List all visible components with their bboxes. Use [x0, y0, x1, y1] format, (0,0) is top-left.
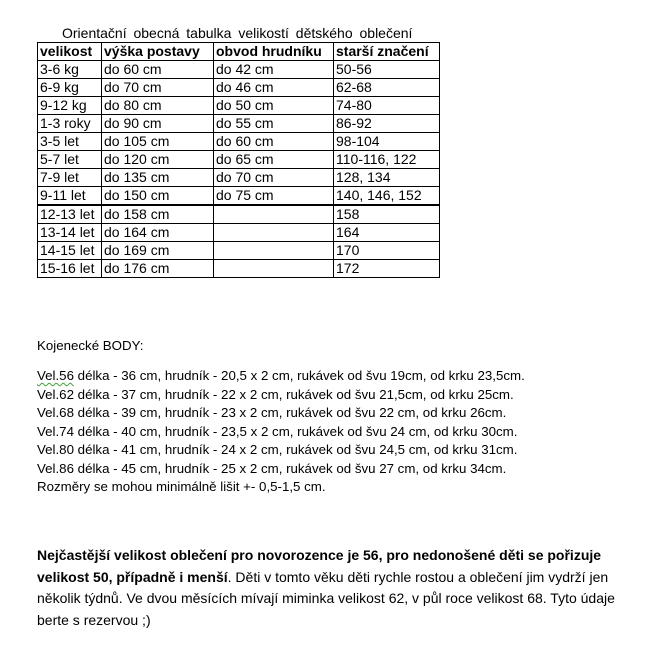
tolerance-note: Rozměry se mohou minimálně lišit +- 0,5-1,5 cm. [37, 479, 326, 494]
measurement-text: délka - 45 cm, hrudník - 25 x 2 cm, rukávek od švu 27 cm, od krku 34cm. [73, 460, 507, 476]
table-row [38, 224, 440, 242]
table-header-row [38, 43, 440, 61]
cell-height: do 60 cm [102, 61, 214, 79]
cell-height: do 158 cm [102, 205, 214, 224]
cell-old-label: 98-104 [334, 133, 440, 151]
cell-height: do 164 cm [102, 224, 214, 242]
cell-chest: do 55 cm [214, 115, 334, 133]
body-measurement-line [37, 367, 525, 386]
cell-size: 14-15 let [38, 242, 102, 260]
size-prefix: Vel.62 [37, 386, 74, 402]
cell-size: 3-6 kg [38, 61, 102, 79]
cell-chest: do 75 cm [214, 187, 334, 206]
measurement-text: délka - 37 cm, hrudník - 22 x 2 cm, rukávek od švu 21,5cm, od krku 25cm. [73, 386, 514, 402]
cell-old-label: 110-116, 122 [334, 151, 440, 169]
table-title: Orientační obecná tabulka velikostí dětského oblečení [62, 25, 413, 41]
cell-size: 9-11 let [38, 187, 102, 206]
cell-old-label: 128, 134 [334, 169, 440, 187]
cell-old-label: 140, 146, 152 [334, 187, 440, 206]
cell-size: 5-7 let [38, 151, 102, 169]
cell-chest [214, 242, 334, 260]
size-prefix: Vel.80 [37, 442, 74, 457]
paragraph-rest: . Děti v tomto věku děti rychle rostou a oblečení jim vydrží jen několik týdnů. Ve dvou měsících mívají miminka velikost 62, v půl roce velikost 68. Tyto údaje berte s rezervou ;) [37, 568, 615, 628]
table-row [38, 187, 440, 206]
cell-height: do 176 cm [102, 260, 214, 278]
cell-old-label: 62-68 [334, 79, 440, 97]
size-table [37, 42, 440, 278]
table-row [38, 79, 440, 97]
table-row [38, 115, 440, 133]
cell-chest: do 46 cm [214, 79, 334, 97]
cell-size: 7-9 let [38, 169, 102, 187]
header-vyska-postavy: výška postavy [102, 43, 214, 61]
cell-chest: do 60 cm [214, 133, 334, 151]
cell-height: do 105 cm [102, 133, 214, 151]
table-row [38, 97, 440, 115]
newborn-size-paragraph [37, 545, 637, 631]
body-measurement-line [37, 423, 525, 442]
size-prefix: Vel.86 [37, 460, 74, 476]
table-row [38, 242, 440, 260]
cell-old-label: 50-56 [334, 61, 440, 79]
cell-height: do 169 cm [102, 242, 214, 260]
cell-old-label: 164 [334, 224, 440, 242]
size-prefix: Vel.74 [37, 423, 74, 439]
size-prefix: Vel.68 [37, 405, 74, 420]
header-velikost: velikost [38, 43, 102, 61]
cell-old-label: 74-80 [334, 97, 440, 115]
cell-size: 13-14 let [38, 224, 102, 242]
cell-size: 9-12 kg [38, 97, 102, 115]
bold-statement: Nejčastější velikost oblečení pro novorozence je 56, pro nedonošené děti se pořizuje velikost 50, případně i menší [37, 547, 602, 585]
table-row [38, 169, 440, 187]
body-measurement-line [37, 404, 525, 423]
measurement-text: délka - 40 cm, hrudník - 23,5 x 2 cm, rukávek od švu 24 cm, od krku 30cm. [73, 423, 518, 439]
cell-chest: do 50 cm [214, 97, 334, 115]
measurement-text: délka - 36 cm, hrudník - 20,5 x 2 cm, rukávek od švu 19cm, od krku 23,5cm. [73, 368, 525, 383]
cell-old-label: 158 [334, 205, 440, 224]
cell-height: do 120 cm [102, 151, 214, 169]
cell-old-label: 172 [334, 260, 440, 278]
header-starsi-znaceni: starší značení [334, 43, 440, 61]
body-measurement-line [37, 386, 525, 405]
cell-height: do 135 cm [102, 169, 214, 187]
measurement-text: délka - 39 cm, hrudník - 23 x 2 cm, rukávek od švu 22 cm, od krku 26cm. [73, 405, 507, 420]
cell-old-label: 170 [334, 242, 440, 260]
table-row [38, 205, 440, 224]
body-measurement-line [37, 460, 525, 479]
cell-chest: do 65 cm [214, 151, 334, 169]
table-row [38, 61, 440, 79]
cell-old-label: 86-92 [334, 115, 440, 133]
cell-height: do 150 cm [102, 187, 214, 206]
cell-chest [214, 260, 334, 278]
cell-height: do 90 cm [102, 115, 214, 133]
cell-size: 3-5 let [38, 133, 102, 151]
cell-chest: do 42 cm [214, 61, 334, 79]
cell-size: 6-9 kg [38, 79, 102, 97]
cell-height: do 70 cm [102, 79, 214, 97]
table-row [38, 260, 440, 278]
cell-height: do 80 cm [102, 97, 214, 115]
measurement-text: délka - 41 cm, hrudník - 24 x 2 cm, rukávek od švu 24,5 cm, od krku 31cm. [73, 442, 518, 457]
cell-chest [214, 205, 334, 224]
cell-size: 1-3 roky [38, 115, 102, 133]
cell-size: 15-16 let [38, 260, 102, 278]
cell-chest [214, 224, 334, 242]
cell-chest: do 70 cm [214, 169, 334, 187]
body-measurements-list [37, 367, 525, 497]
table-row [38, 133, 440, 151]
cell-size: 12-13 let [38, 205, 102, 224]
body-measurement-line [37, 441, 525, 460]
size-prefix: Vel.56 [37, 368, 74, 383]
header-obvod-hrudniku: obvod hrudníku [214, 43, 334, 61]
body-section-heading: Kojenecké BODY: [37, 338, 144, 353]
table-row [38, 151, 440, 169]
